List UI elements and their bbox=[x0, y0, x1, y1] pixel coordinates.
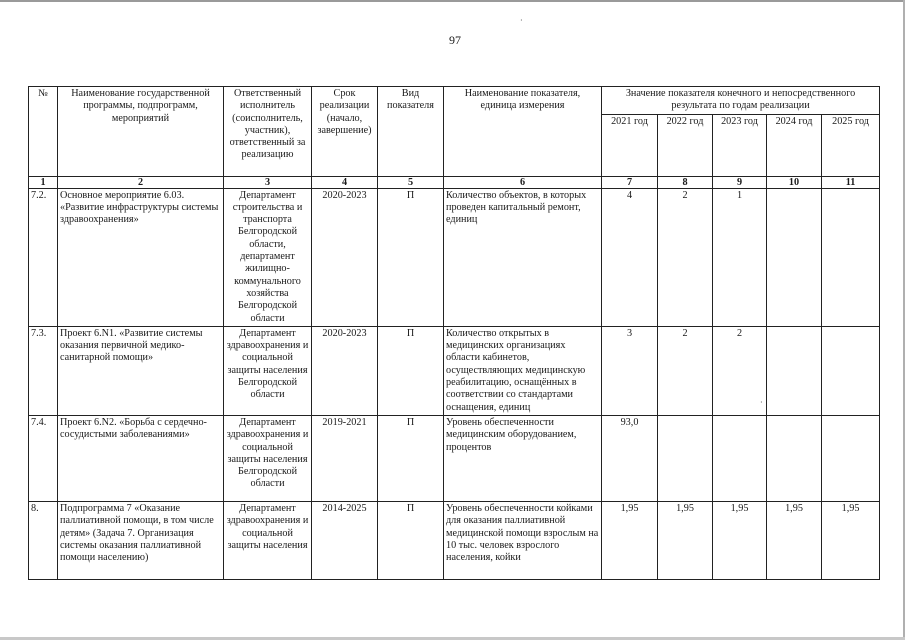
row-value: 93,0 bbox=[602, 415, 658, 501]
column-numbers-row bbox=[29, 176, 880, 188]
header-responsible: Ответственный исполнитель (соисполнитель, участник), ответственный за реализацию bbox=[224, 87, 312, 177]
row-responsible: Департамент строительства и транспорта Белгородской области, департамент жилищно-коммунального хозяйства Белгородской области bbox=[224, 188, 312, 326]
indicator-table bbox=[28, 86, 880, 580]
column-number: 9 bbox=[713, 176, 767, 188]
row-term: 2014-2025 bbox=[312, 501, 378, 579]
row-term: 2020-2023 bbox=[312, 188, 378, 326]
table-row bbox=[29, 415, 880, 501]
row-responsible: Департамент здравоохранения и социальной защиты населения bbox=[224, 501, 312, 579]
row-indicator: Уровень обеспеченности медицинским оборудованием, процентов bbox=[444, 415, 602, 501]
row-responsible: Департамент здравоохранения и социальной защиты населения Белгородской области bbox=[224, 415, 312, 501]
scan-top-edge bbox=[0, 0, 905, 2]
row-name: Проект 6.N2. «Борьба с сердечно-сосудистыми заболеваниями» bbox=[58, 415, 224, 501]
row-value: 3 bbox=[602, 326, 658, 415]
column-number: 6 bbox=[444, 176, 602, 188]
column-number: 7 bbox=[602, 176, 658, 188]
table-row bbox=[29, 188, 880, 326]
row-number: 7.2. bbox=[29, 188, 58, 326]
header-indicator-name: Наименование показателя, единица измерения bbox=[444, 87, 602, 177]
row-name: Основное мероприятие 6.03. «Развитие инфраструктуры системы здравоохранения» bbox=[58, 188, 224, 326]
row-value: 2 bbox=[658, 188, 713, 326]
row-value: 2 bbox=[658, 326, 713, 415]
row-responsible: Департамент здравоохранения и социальной защиты населения Белгородской области bbox=[224, 326, 312, 415]
row-value: 1 bbox=[713, 188, 767, 326]
header-year: 2021 год bbox=[602, 114, 658, 176]
row-value: 1,95 bbox=[602, 501, 658, 579]
row-value: 2 bbox=[713, 326, 767, 415]
row-indicator-type: П bbox=[378, 326, 444, 415]
row-value: 1,95 bbox=[767, 501, 822, 579]
row-value bbox=[822, 326, 880, 415]
row-value bbox=[767, 188, 822, 326]
row-value bbox=[658, 415, 713, 501]
row-value bbox=[767, 415, 822, 501]
header-indicator-type: Вид показателя bbox=[378, 87, 444, 177]
column-number: 4 bbox=[312, 176, 378, 188]
row-indicator: Количество объектов, в которых проведен капитальный ремонт, единиц bbox=[444, 188, 602, 326]
row-indicator-type: П bbox=[378, 188, 444, 326]
row-term: 2020-2023 bbox=[312, 326, 378, 415]
page-number: 97 bbox=[449, 33, 461, 47]
row-value bbox=[767, 326, 822, 415]
column-number: 8 bbox=[658, 176, 713, 188]
row-name: Проект 6.N1. «Развитие системы оказания первичной медико-санитарной помощи» bbox=[58, 326, 224, 415]
column-number: 2 bbox=[58, 176, 224, 188]
column-number: 3 bbox=[224, 176, 312, 188]
table-row bbox=[29, 501, 880, 579]
header-no: № bbox=[29, 87, 58, 177]
row-number: 8. bbox=[29, 501, 58, 579]
header-year: 2024 год bbox=[767, 114, 822, 176]
column-number: 10 bbox=[767, 176, 822, 188]
header-name: Наименование государственной программы, подпрограмм, мероприятий bbox=[58, 87, 224, 177]
row-indicator-type: П bbox=[378, 501, 444, 579]
header-values: Значение показателя конечного и непосредственного результата по годам реализации bbox=[602, 87, 880, 115]
row-value: 1,95 bbox=[713, 501, 767, 579]
row-number: 7.3. bbox=[29, 326, 58, 415]
column-number: 5 bbox=[378, 176, 444, 188]
scan-speck: · bbox=[760, 398, 763, 407]
row-term: 2019-2021 bbox=[312, 415, 378, 501]
row-value bbox=[822, 415, 880, 501]
row-value: 4 bbox=[602, 188, 658, 326]
row-value: 1,95 bbox=[658, 501, 713, 579]
header-term: Срок реализации (начало, завершение) bbox=[312, 87, 378, 177]
row-value: 1,95 bbox=[822, 501, 880, 579]
table-row bbox=[29, 326, 880, 415]
header-year: 2023 год bbox=[713, 114, 767, 176]
scan-speck: · bbox=[520, 16, 523, 25]
row-indicator-type: П bbox=[378, 415, 444, 501]
row-value bbox=[822, 188, 880, 326]
row-name: Подпрограмма 7 «Оказание паллиативной помощи, в том числе детям» (Задача 7. Организация системы оказания паллиативной помощи населению) bbox=[58, 501, 224, 579]
row-value bbox=[713, 415, 767, 501]
row-number: 7.4. bbox=[29, 415, 58, 501]
row-indicator: Уровень обеспеченности койками для оказания паллиативной медицинской помощи взрослым на 10 тыс. человек взрослого населения, койки bbox=[444, 501, 602, 579]
header-row bbox=[29, 87, 880, 115]
column-number: 11 bbox=[822, 176, 880, 188]
header-year: 2025 год bbox=[822, 114, 880, 176]
row-indicator: Количество открытых в медицинских организациях области кабинетов, осуществляющих медицинскую реабилитацию, оснащённых в соответствии со стандартами оснащения, единиц bbox=[444, 326, 602, 415]
column-number: 1 bbox=[29, 176, 58, 188]
header-year: 2022 год bbox=[658, 114, 713, 176]
